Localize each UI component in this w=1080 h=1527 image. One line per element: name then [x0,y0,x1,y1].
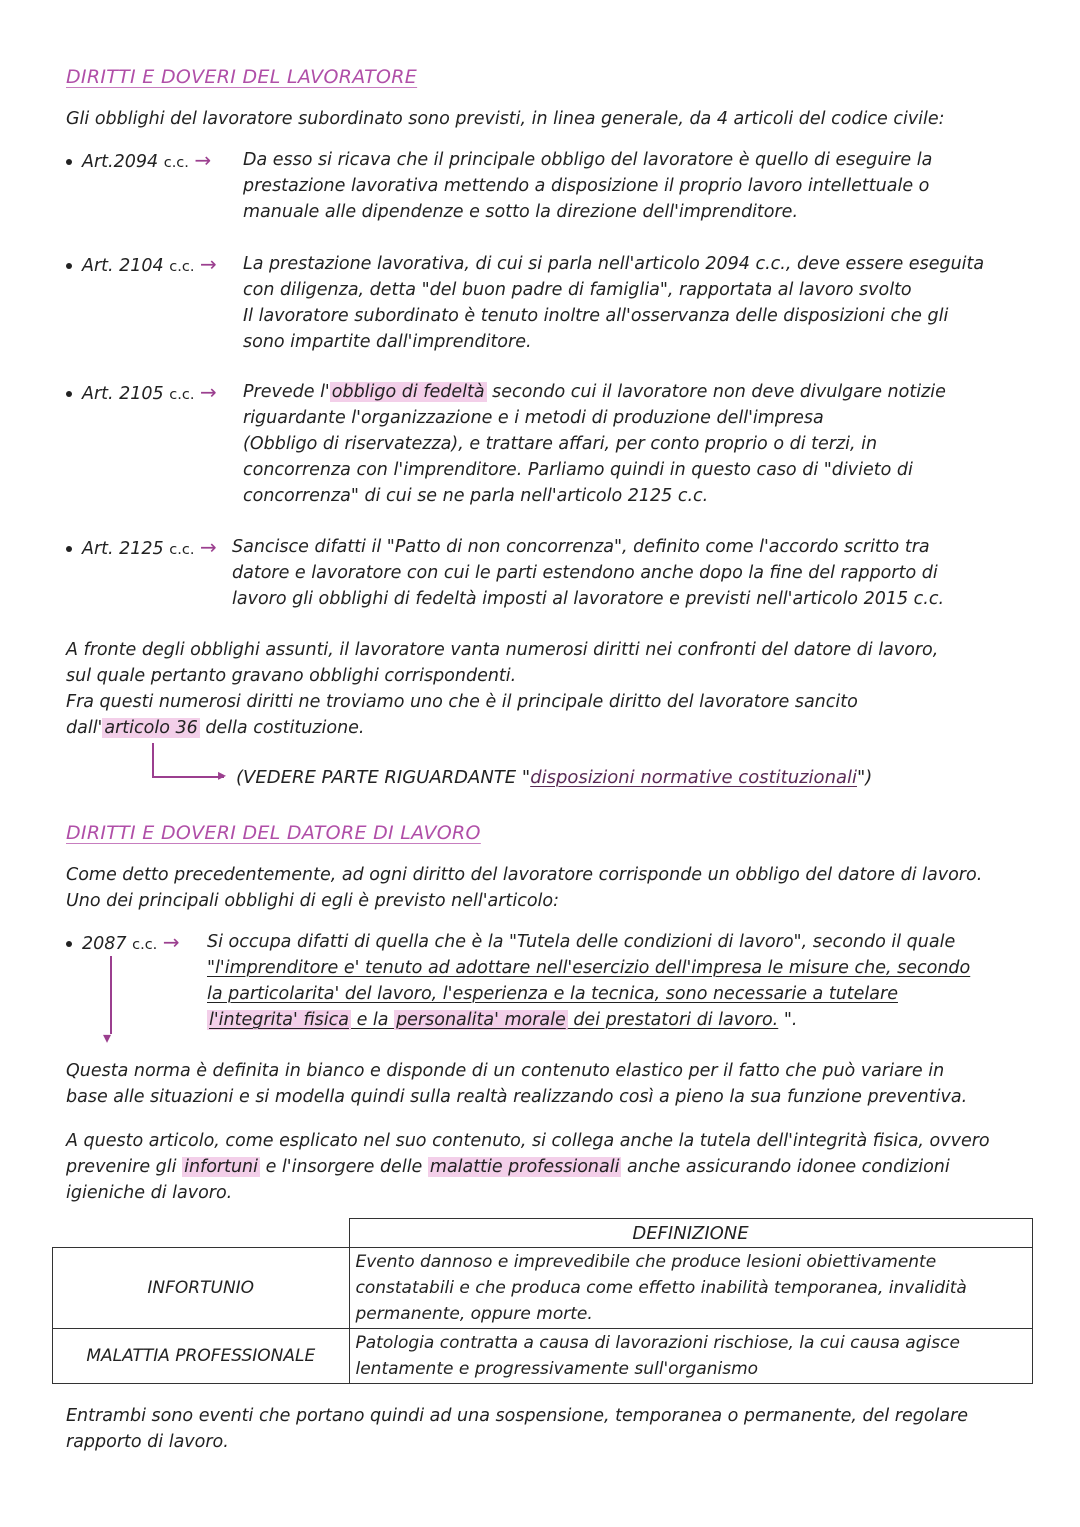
section2-intro: Come detto precedentemente, ad ogni diritto del lavoratore corrisponde un obbligo del datore di lavoro. Uno dei principali obblighi di egli è previsto nell'articolo: [66,865,983,911]
article-2105: Art. 2105 c.c. → [66,379,217,408]
highlight-articolo-36: articolo 36 [104,718,198,738]
article-2094: Art.2094 c.c. → [66,147,211,176]
section1-title: DIRITTI E DOVERI DEL LAVORATORE [66,66,418,88]
bullet-dot [66,941,72,947]
arrow-right-icon: → [200,535,217,559]
connector-vertical-2087 [110,956,112,1034]
article-2094-text: Da esso si ricava che il principale obbligo del lavoratore è quello di eseguire la prestazione lavorativa mettendo a disposizione il proprio lavoro intellettuale o manuale alle dipendenze e sotto la direzione dell'imprenditore. [243,150,933,222]
article-2125-text: Sancisce difatti il "Patto di non concorrenza", definito come l'accordo scritto tra datore e lavoratore con cui le parti estendono anche dopo la fine del rapporto di lavoro gli obblighi di fedeltà imposti al lavoratore e previsti nell'articolo 2015 c.c. [232,537,945,609]
bullet-dot [66,159,72,165]
section2-title: DIRITTI E DOVERI DEL DATORE DI LAVORO [66,822,481,844]
article-2087-text: Si occupa difatti di quella che è la "Tutela delle condizioni di lavoro", secondo il quale "l'imprenditore e' tenuto ad adottare nell'esercizio dell'impresa le misure che, secondo la particolarita' del lavoro, l'esperienza e la tecnica, sono necessarie a tutelare l'integrita' fisica e la personalita' morale dei prestatori di lavoro. ". [207,932,971,1030]
highlight-obbligo-fedelta: obbligo di fedeltà [331,382,485,402]
arrow-right-icon: → [194,148,212,172]
table-term: INFORTUNIO [53,1248,350,1329]
table-term: MALATTIA PROFESSIONALE [53,1329,350,1384]
arrow-right-icon: → [200,252,217,276]
table-definition: Patologia contratta a causa di lavorazioni rischiose, la cui causa agisce lentamente e progressivamente sull'organismo [349,1329,1032,1384]
highlight-infortuni: infortuni [184,1157,259,1177]
article-2104: Art. 2104 c.c. → [66,251,217,280]
definition-table [52,1218,1033,1384]
see-reference: (VEDERE PARTE RIGUARDANTE "disposizioni normative costituzionali") [236,767,873,788]
connector-vertical [152,743,154,777]
article-2087: 2087 c.c. → [66,929,180,958]
arrow-down-icon: ▾ [103,1028,112,1047]
arrow-right-icon: ▸ [218,765,227,784]
article-2125: Art. 2125 c.c. → [66,534,217,563]
connector-horizontal [152,776,224,778]
norm-paragraph: Questa norma è definita in bianco e disponde di un contenuto elastico per il fatto che può variare in base alle situazioni e si modella quindi sulla realtà realizzando così a pieno la sua funzione preventiva. [66,1061,968,1107]
bullet-dot [66,263,72,269]
table-definition: Evento dannoso e imprevedibile che produce lesioni obiettivamente constatabili e che produca come effetto inabilità temporanea, invalidità permanente, oppure morte. [349,1248,1032,1329]
article-2104-text: La prestazione lavorativa, di cui si parla nell'articolo 2094 c.c., deve essere eseguita con diligenza, detta "del buon padre di famiglia", rapportata al lavoro svolto Il lavoratore subordinato è tenuto inoltre all'osservanza delle disposizioni che gli sono impartite dall'imprenditore. [243,254,985,352]
rights-paragraph: A fronte degli obblighi assunti, il lavoratore vanta numerosi diritti nei confronti del datore di lavoro, sul quale pertanto gravano obblighi corrispondenti. Fra questi numerosi diritti ne troviamo uno che è il principale diritto del lavoratore sancito dall' articolo 36 della costituzione. [66,640,939,738]
link-paragraph: A questo articolo, come esplicato nel suo contenuto, si collega anche la tutela dell'integrità fisica, ovvero prevenire gli infortuni e l'insorgere delle malattie professionali anche assicurando idonee condizioni igieniche di lavoro. [66,1131,990,1203]
table-header: DEFINIZIONE [349,1219,1032,1248]
article-2105-text: Prevede l' obbligo di fedeltà secondo cui il lavoratore non deve divulgare notizie riguardante l'organizzazione e i metodi di produzione dell'impresa (Obbligo di riservatezza), e trattare affari, per conto proprio o di terzi, in concorrenza con l'imprenditore. Parliamo quindi in questo caso di "divieto di concorrenza" di cui se ne parla nell'articolo 2125 c.c. [243,382,946,506]
see-link[interactable]: disposizioni normative costituzionali [530,767,858,788]
section1-intro: Gli obblighi del lavoratore subordinato sono previsti, in linea generale, da 4 articoli del codice civile: [66,109,945,129]
bullet-dot [66,391,72,397]
arrow-right-icon: → [200,380,217,404]
conclusion-paragraph: Entrambi sono eventi che portano quindi ad una sospensione, temporanea o permanente, del regolare rapporto di lavoro. [66,1406,969,1452]
bullet-dot [66,546,72,552]
arrow-right-icon: → [162,930,180,954]
highlight-malattie: malattie professionali [429,1157,620,1177]
